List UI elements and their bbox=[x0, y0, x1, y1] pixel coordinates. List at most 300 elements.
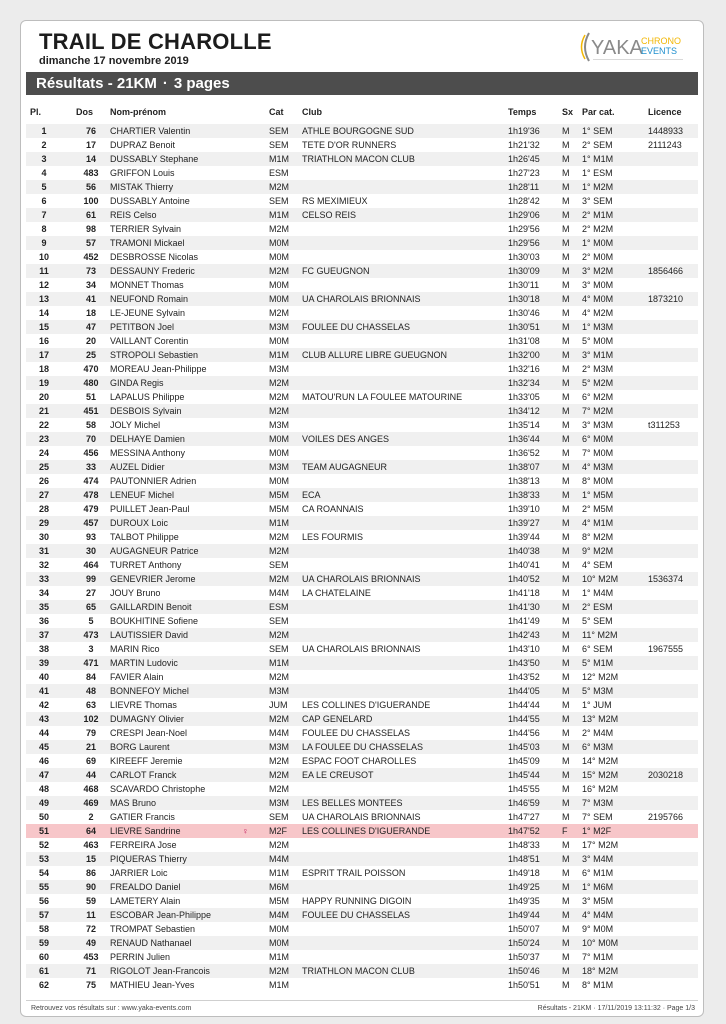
cell-club: HAPPY RUNNING DIGOIN bbox=[302, 896, 412, 906]
cell-dos: 30 bbox=[85, 546, 96, 556]
cell-nom: CARLOT Franck bbox=[110, 770, 177, 780]
cell-club: FOULEE DU CHASSELAS bbox=[302, 910, 411, 920]
cell-cat: SEM bbox=[269, 560, 289, 570]
cell-pl: 49 bbox=[38, 798, 49, 808]
cell-dos: 5 bbox=[88, 616, 94, 626]
cell-sx: M bbox=[562, 476, 570, 486]
cell-dos: 59 bbox=[85, 896, 96, 906]
cell-dos: 86 bbox=[85, 868, 96, 878]
cell-cat: M2M bbox=[269, 840, 289, 850]
cell-licence: 1873210 bbox=[648, 294, 684, 304]
cell-nom: RENAUD Nathanael bbox=[110, 938, 192, 948]
cell-sx: M bbox=[562, 420, 570, 430]
cell-nom: MAS Bruno bbox=[110, 798, 157, 808]
cell-pl: 55 bbox=[38, 882, 49, 892]
cell-parcat: 3° M2M bbox=[582, 266, 614, 276]
cell-nom: CRESPI Jean-Noel bbox=[110, 728, 188, 738]
cell-pl: 28 bbox=[38, 504, 49, 514]
cell-nom: JOLY Michel bbox=[110, 420, 161, 430]
cell-sx: M bbox=[562, 952, 570, 962]
cell-pl: 5 bbox=[41, 182, 47, 192]
cell-club: LES COLLINES D'IGUERANDE bbox=[302, 826, 431, 836]
cell-pl: 36 bbox=[38, 616, 49, 626]
cell-temps: 1h33'05 bbox=[508, 392, 540, 402]
cell-sx: M bbox=[562, 784, 570, 794]
table-row bbox=[26, 684, 698, 698]
table-row bbox=[26, 978, 698, 992]
cell-temps: 1h31'08 bbox=[508, 336, 540, 346]
cell-sx: M bbox=[562, 630, 570, 640]
cell-dos: 65 bbox=[85, 602, 96, 612]
table-row bbox=[26, 754, 698, 768]
table-row bbox=[26, 712, 698, 726]
cell-temps: 1h43'10 bbox=[508, 644, 540, 654]
cell-pl: 44 bbox=[38, 728, 49, 738]
cell-nom: MONNET Thomas bbox=[110, 280, 184, 290]
cell-dos: 478 bbox=[83, 490, 99, 500]
cell-sx: M bbox=[562, 672, 570, 682]
cell-parcat: 5° M1M bbox=[582, 658, 614, 668]
cell-pl: 18 bbox=[38, 364, 49, 374]
cell-club: UA CHAROLAIS BRIONNAIS bbox=[302, 812, 421, 822]
cell-nom: KIREEFF Jeremie bbox=[110, 756, 183, 766]
cell-dos: 75 bbox=[85, 980, 96, 990]
cell-nom: TERRIER Sylvain bbox=[110, 224, 182, 234]
cell-cat: M2M bbox=[269, 378, 289, 388]
cell-nom: LENEUF Michel bbox=[110, 490, 175, 500]
table-row bbox=[26, 614, 698, 628]
cell-dos: 73 bbox=[85, 266, 96, 276]
cell-pl: 12 bbox=[38, 280, 49, 290]
cell-club: CELSO REIS bbox=[302, 210, 357, 220]
cell-temps: 1h39'44 bbox=[508, 532, 540, 542]
cell-dos: 90 bbox=[85, 882, 96, 892]
cell-temps: 1h40'38 bbox=[508, 546, 540, 556]
table-row bbox=[26, 194, 698, 208]
table-row bbox=[26, 600, 698, 614]
cell-pl: 21 bbox=[38, 406, 49, 416]
cell-club: TRIATHLON MACON CLUB bbox=[302, 966, 415, 976]
cell-licence: 1856466 bbox=[648, 266, 684, 276]
cell-pl: 26 bbox=[38, 476, 49, 486]
cell-dos: 33 bbox=[85, 462, 96, 472]
cell-cat: M3M bbox=[269, 798, 289, 808]
cell-temps: 1h44'05 bbox=[508, 686, 540, 696]
cell-nom: TRAMONI Mickael bbox=[110, 238, 185, 248]
cell-sx: M bbox=[562, 840, 570, 850]
cell-nom: DUSSABLY Stephane bbox=[110, 154, 199, 164]
cell-dos: 79 bbox=[85, 728, 96, 738]
logo-sub2: EVENTS bbox=[641, 46, 678, 56]
cell-dos: 473 bbox=[83, 630, 99, 640]
column-headers bbox=[26, 107, 698, 121]
table-row bbox=[26, 894, 698, 908]
cell-pl: 4 bbox=[41, 168, 47, 178]
cell-temps: 1h50'46 bbox=[508, 966, 540, 976]
cell-temps: 1h42'43 bbox=[508, 630, 540, 640]
cell-dos: 99 bbox=[85, 574, 96, 584]
table-row bbox=[26, 264, 698, 278]
cell-club: LES COLLINES D'IGUERANDE bbox=[302, 700, 431, 710]
cell-sx: M bbox=[562, 490, 570, 500]
cell-nom: TROMPAT Sebastien bbox=[110, 924, 196, 934]
cell-cat: M3M bbox=[269, 462, 289, 472]
cell-cat: M0M bbox=[269, 448, 289, 458]
cell-pl: 31 bbox=[38, 546, 49, 556]
cell-temps: 1h49'35 bbox=[508, 896, 540, 906]
cell-cat: M3M bbox=[269, 364, 289, 374]
cell-parcat: 2° M4M bbox=[582, 728, 614, 738]
event-title: TRAIL DE CHAROLLE bbox=[39, 29, 272, 54]
cell-pl: 48 bbox=[38, 784, 49, 794]
cell-club: ATHLE BOURGOGNE SUD bbox=[302, 126, 414, 136]
table-row bbox=[26, 418, 698, 432]
table-row bbox=[26, 866, 698, 880]
table-row bbox=[26, 334, 698, 348]
cell-parcat: 1° M2M bbox=[582, 182, 614, 192]
cell-dos: 27 bbox=[85, 588, 96, 598]
cell-parcat: 4° M4M bbox=[582, 910, 614, 920]
cell-parcat: 6° M1M bbox=[582, 868, 614, 878]
cell-nom: LIEVRE Sandrine bbox=[110, 826, 181, 836]
cell-cat: SEM bbox=[269, 196, 289, 206]
cell-nom: MATHIEU Jean-Yves bbox=[110, 980, 195, 990]
cell-cat: JUM bbox=[269, 700, 288, 710]
cell-licence: t311253 bbox=[648, 420, 680, 430]
cell-temps: 1h32'34 bbox=[508, 378, 540, 388]
banner-label: Résultats - 21KM bbox=[36, 75, 157, 92]
cell-parcat: 2° M3M bbox=[582, 364, 614, 374]
cell-dos: 457 bbox=[83, 518, 99, 528]
table-row bbox=[26, 530, 698, 544]
table-row bbox=[26, 432, 698, 446]
cell-parcat: 3° M3M bbox=[582, 420, 614, 430]
cell-dos: 20 bbox=[85, 336, 96, 346]
cell-temps: 1h38'13 bbox=[508, 476, 540, 486]
cell-parcat: 16° M2M bbox=[582, 784, 619, 794]
cell-nom: MARIN Rico bbox=[110, 644, 160, 654]
cell-cat: M0M bbox=[269, 252, 289, 262]
cell-parcat: 3° M1M bbox=[582, 350, 614, 360]
cell-temps: 1h50'24 bbox=[508, 938, 540, 948]
cell-temps: 1h30'18 bbox=[508, 294, 540, 304]
cell-pl: 52 bbox=[38, 840, 49, 850]
cell-pl: 32 bbox=[38, 560, 49, 570]
cell-cat: SEM bbox=[269, 126, 289, 136]
yaka-events-logo bbox=[579, 27, 689, 67]
cell-sx: M bbox=[562, 756, 570, 766]
cell-temps: 1h39'10 bbox=[508, 504, 540, 514]
cell-cat: M0M bbox=[269, 336, 289, 346]
cell-sx: M bbox=[562, 700, 570, 710]
page-footer bbox=[31, 1005, 695, 1017]
cell-dos: 49 bbox=[85, 938, 96, 948]
cell-dos: 98 bbox=[85, 224, 96, 234]
cell-cat: M0M bbox=[269, 924, 289, 934]
cell-dos: 71 bbox=[85, 966, 96, 976]
cell-cat: M2M bbox=[269, 266, 289, 276]
cell-temps: 1h41'30 bbox=[508, 602, 540, 612]
cell-sx: M bbox=[562, 658, 570, 668]
cell-club: ESPRIT TRAIL POISSON bbox=[302, 868, 406, 878]
table-row bbox=[26, 152, 698, 166]
cell-pl: 43 bbox=[38, 714, 49, 724]
cell-cat: M3M bbox=[269, 686, 289, 696]
cell-cat: M1M bbox=[269, 154, 289, 164]
cell-dos: 56 bbox=[85, 182, 96, 192]
table-row bbox=[26, 166, 698, 180]
cell-cat: ESM bbox=[269, 602, 289, 612]
cell-nom: RIGOLOT Jean-Francois bbox=[110, 966, 210, 976]
cell-cat: M2M bbox=[269, 406, 289, 416]
cell-nom: LAUTISSIER David bbox=[110, 630, 189, 640]
cell-parcat: 1° M5M bbox=[582, 490, 614, 500]
cell-parcat: 8° M1M bbox=[582, 980, 614, 990]
cell-pl: 23 bbox=[38, 434, 49, 444]
cell-parcat: 8° M0M bbox=[582, 476, 614, 486]
cell-sx: M bbox=[562, 868, 570, 878]
cell-pl: 45 bbox=[38, 742, 49, 752]
cell-temps: 1h39'27 bbox=[508, 518, 540, 528]
cell-pl: 29 bbox=[38, 518, 49, 528]
cell-sx: M bbox=[562, 280, 570, 290]
table-row bbox=[26, 474, 698, 488]
cell-nom: ESCOBAR Jean-Philippe bbox=[110, 910, 212, 920]
cell-temps: 1h49'25 bbox=[508, 882, 540, 892]
cell-parcat: 6° M3M bbox=[582, 742, 614, 752]
cell-sx: M bbox=[562, 308, 570, 318]
cell-dos: 452 bbox=[83, 252, 99, 262]
col-parcat: Par cat. bbox=[582, 107, 615, 117]
cell-nom: MISTAK Thierry bbox=[110, 182, 174, 192]
cell-pl: 10 bbox=[38, 252, 49, 262]
cell-parcat: 11° M2M bbox=[582, 630, 618, 640]
table-row bbox=[26, 250, 698, 264]
table-row bbox=[26, 138, 698, 152]
cell-sx: M bbox=[562, 266, 570, 276]
table-row bbox=[26, 908, 698, 922]
table-row bbox=[26, 376, 698, 390]
cell-temps: 1h43'50 bbox=[508, 658, 540, 668]
cell-cat: M6M bbox=[269, 882, 289, 892]
cell-licence: 1967555 bbox=[648, 644, 684, 654]
cell-temps: 1h30'03 bbox=[508, 252, 540, 262]
cell-temps: 1h21'32 bbox=[508, 140, 540, 150]
cell-temps: 1h45'44 bbox=[508, 770, 540, 780]
cell-cat: M2M bbox=[269, 182, 289, 192]
cell-temps: 1h30'51 bbox=[508, 322, 540, 332]
cell-sx: M bbox=[562, 686, 570, 696]
cell-temps: 1h45'03 bbox=[508, 742, 540, 752]
cell-cat: M2M bbox=[269, 574, 289, 584]
cell-dos: 69 bbox=[85, 756, 96, 766]
cell-dos: 76 bbox=[85, 126, 96, 136]
cell-nom: AUZEL Didier bbox=[110, 462, 165, 472]
cell-pl: 25 bbox=[38, 462, 49, 472]
table-row bbox=[26, 404, 698, 418]
table-row bbox=[26, 656, 698, 670]
cell-sx: M bbox=[562, 770, 570, 780]
cell-pl: 47 bbox=[38, 770, 49, 780]
cell-nom: REIS Celso bbox=[110, 210, 157, 220]
cell-nom: NEUFOND Romain bbox=[110, 294, 189, 304]
cell-pl: 50 bbox=[38, 812, 49, 822]
cell-club: TETE D'OR RUNNERS bbox=[302, 140, 397, 150]
cell-club: FOULEE DU CHASSELAS bbox=[302, 322, 411, 332]
cell-sx: M bbox=[562, 616, 570, 626]
cell-dos: 469 bbox=[83, 798, 99, 808]
cell-sx: M bbox=[562, 532, 570, 542]
cell-temps: 1h49'44 bbox=[508, 910, 540, 920]
cell-cat: M0M bbox=[269, 434, 289, 444]
cell-sx: M bbox=[562, 798, 570, 808]
cell-club: UA CHAROLAIS BRIONNAIS bbox=[302, 294, 421, 304]
col-club: Club bbox=[302, 107, 322, 117]
table-row bbox=[26, 348, 698, 362]
cell-cat: M2M bbox=[269, 308, 289, 318]
cell-cat: M2M bbox=[269, 784, 289, 794]
cell-sx: M bbox=[562, 896, 570, 906]
cell-nom: DUSSABLY Antoine bbox=[110, 196, 190, 206]
cell-parcat: 7° M3M bbox=[582, 798, 614, 808]
cell-dos: 464 bbox=[83, 560, 99, 570]
cell-sx: M bbox=[562, 812, 570, 822]
cell-club: CA ROANNAIS bbox=[302, 504, 364, 514]
cell-club: UA CHAROLAIS BRIONNAIS bbox=[302, 644, 421, 654]
cell-sx: M bbox=[562, 196, 570, 206]
cell-dos: 456 bbox=[83, 448, 99, 458]
cell-parcat: 7° M0M bbox=[582, 448, 614, 458]
cell-dos: 470 bbox=[83, 364, 99, 374]
table-row bbox=[26, 292, 698, 306]
cell-nom: LIEVRE Thomas bbox=[110, 700, 177, 710]
cell-parcat: 2° M1M bbox=[582, 210, 614, 220]
cell-nom: BOUKHITINE Sofiene bbox=[110, 616, 199, 626]
cell-cat: M2M bbox=[269, 392, 289, 402]
cell-parcat: 2° M0M bbox=[582, 252, 614, 262]
cell-pl: 27 bbox=[38, 490, 49, 500]
cell-sx: M bbox=[562, 560, 570, 570]
cell-nom: SCAVARDO Christophe bbox=[110, 784, 206, 794]
cell-sx: M bbox=[562, 434, 570, 444]
cell-nom: LE-JEUNE Sylvain bbox=[110, 308, 186, 318]
cell-cat: M3M bbox=[269, 420, 289, 430]
cell-parcat: 13° M2M bbox=[582, 714, 619, 724]
cell-pl: 11 bbox=[39, 266, 49, 276]
cell-nom: MOREAU Jean-Philippe bbox=[110, 364, 207, 374]
cell-cat: M5M bbox=[269, 490, 289, 500]
cell-parcat: 1° M0M bbox=[582, 238, 614, 248]
cell-pl: 16 bbox=[38, 336, 49, 346]
cell-sx: M bbox=[562, 350, 570, 360]
cell-dos: 479 bbox=[83, 504, 99, 514]
cell-sx: M bbox=[562, 392, 570, 402]
cell-cat: M1M bbox=[269, 868, 289, 878]
cell-sx: M bbox=[562, 210, 570, 220]
cell-pl: 53 bbox=[38, 854, 49, 864]
cell-pl: 58 bbox=[38, 924, 49, 934]
table-row bbox=[26, 572, 698, 586]
cell-temps: 1h41'18 bbox=[508, 588, 540, 598]
col-dos: Dos bbox=[76, 107, 94, 117]
cell-cat: M4M bbox=[269, 910, 289, 920]
table-row bbox=[26, 642, 698, 656]
cell-club: RS MEXIMIEUX bbox=[302, 196, 368, 206]
cell-nom: TALBOT Philippe bbox=[110, 532, 179, 542]
cell-nom: DESSAUNY Frederic bbox=[110, 266, 195, 276]
cell-nom: GRIFFON Louis bbox=[110, 168, 175, 178]
cell-licence: 1536374 bbox=[648, 574, 684, 584]
cell-temps: 1h19'36 bbox=[508, 126, 540, 136]
cell-sx: M bbox=[562, 924, 570, 934]
cell-dos: 451 bbox=[83, 406, 99, 416]
cell-parcat: 17° M2M bbox=[582, 840, 619, 850]
cell-club: LES FOURMIS bbox=[302, 532, 364, 542]
cell-parcat: 1° M1M bbox=[582, 154, 614, 164]
cell-pl: 35 bbox=[38, 602, 49, 612]
table-row bbox=[26, 726, 698, 740]
col-nom: Nom-prénom bbox=[110, 107, 166, 117]
cell-pl: 33 bbox=[38, 574, 49, 584]
cell-temps: 1h50'51 bbox=[508, 980, 540, 990]
cell-dos: 14 bbox=[85, 154, 96, 164]
cell-nom: BORG Laurent bbox=[110, 742, 170, 752]
cell-cat: M2M bbox=[269, 756, 289, 766]
cell-parcat: 15° M2M bbox=[582, 770, 619, 780]
cell-parcat: 18° M2M bbox=[582, 966, 619, 976]
cell-parcat: 1° M2F bbox=[582, 826, 612, 836]
cell-nom: DESBROSSE Nicolas bbox=[110, 252, 199, 262]
cell-parcat: 5° M3M bbox=[582, 686, 614, 696]
cell-temps: 1h28'11 bbox=[508, 182, 540, 192]
cell-temps: 1h50'37 bbox=[508, 952, 540, 962]
cell-dos: 11 bbox=[86, 910, 96, 920]
cell-sx: M bbox=[562, 588, 570, 598]
cell-sx: M bbox=[562, 322, 570, 332]
cell-parcat: 4° M1M bbox=[582, 518, 614, 528]
cell-nom: DESBOIS Sylvain bbox=[110, 406, 182, 416]
cell-cat: M5M bbox=[269, 504, 289, 514]
table-row bbox=[26, 124, 698, 138]
cell-temps: 1h44'55 bbox=[508, 714, 540, 724]
col-cat: Cat bbox=[269, 107, 284, 117]
cell-nom: MARTIN Ludovic bbox=[110, 658, 178, 668]
cell-club: FC GUEUGNON bbox=[302, 266, 370, 276]
cell-dos: 453 bbox=[83, 952, 99, 962]
cell-dos: 474 bbox=[83, 476, 99, 486]
cell-pl: 17 bbox=[38, 350, 49, 360]
cell-pl: 34 bbox=[38, 588, 49, 598]
cell-pl: 20 bbox=[38, 392, 49, 402]
cell-dos: 48 bbox=[85, 686, 96, 696]
cell-temps: 1h45'09 bbox=[508, 756, 540, 766]
cell-pl: 24 bbox=[38, 448, 49, 458]
cell-cat: M5M bbox=[269, 896, 289, 906]
cell-sx: M bbox=[562, 938, 570, 948]
table-row bbox=[26, 824, 698, 838]
cell-temps: 1h46'59 bbox=[508, 798, 540, 808]
cell-parcat: 3° M0M bbox=[582, 280, 614, 290]
cell-dos: 61 bbox=[85, 210, 96, 220]
cell-dos: 51 bbox=[85, 392, 96, 402]
cell-nom: LAPALUS Philippe bbox=[110, 392, 185, 402]
table-row bbox=[26, 922, 698, 936]
cell-dos: 468 bbox=[83, 784, 99, 794]
cell-parcat: 2° M5M bbox=[582, 504, 614, 514]
cell-pl: 9 bbox=[41, 238, 47, 248]
cell-nom: TURRET Anthony bbox=[110, 560, 182, 570]
cell-temps: 1h34'12 bbox=[508, 406, 540, 416]
